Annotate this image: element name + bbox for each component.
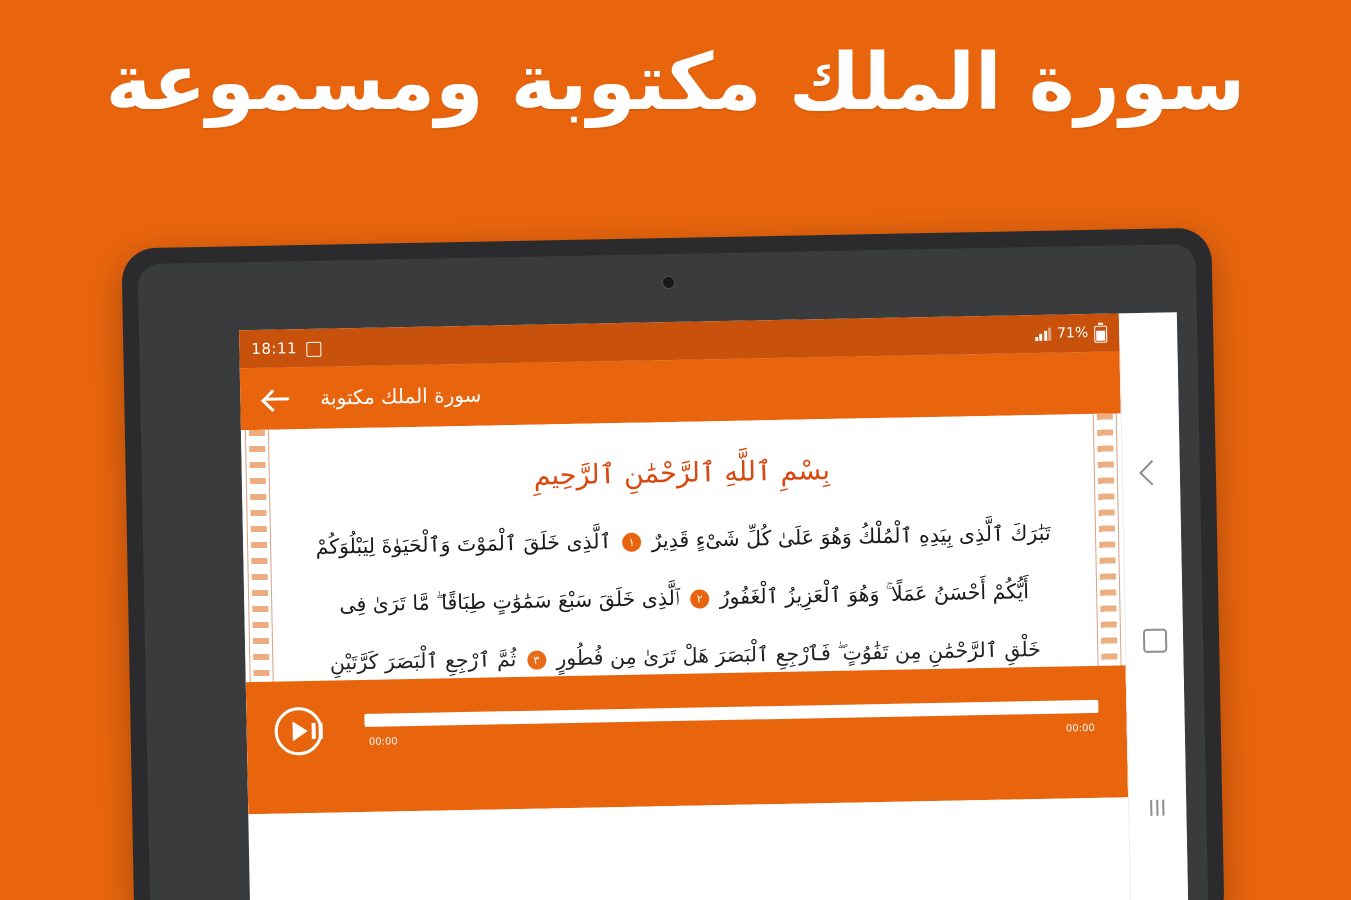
ayah-segment: ثُمَّ ٱرْجِعِ ٱلْبَصَرَ كَرَّتَيْنِ [329, 647, 517, 675]
ayah-segment: أَيُّكُمْ أَحْسَنُ عَمَلًا ۚ وَهُوَ ٱلْعَزِيزُ ٱلْغَفُورُ [719, 579, 1030, 610]
time-total-label: 00:00 [1065, 722, 1095, 735]
recents-nav-icon[interactable] [1148, 799, 1168, 815]
battery-icon [1094, 325, 1107, 342]
ayah-number-marker: ٢ [690, 589, 709, 608]
promo-headline: سورة الملك مكتوبة ومسموعة [105, 38, 1246, 128]
ayah-number-marker: ١ [622, 532, 641, 551]
status-time: 18:11 [251, 339, 298, 359]
time-elapsed-label: 00:00 [368, 736, 398, 748]
seek-time-labels [365, 723, 1099, 748]
seek-bar-wrapper[interactable] [364, 700, 1099, 748]
quran-page[interactable] [241, 413, 1128, 814]
seek-bar-track[interactable] [364, 700, 1098, 727]
ayah-segment: تَبَٰرَكَ ٱلَّذِى بِيَدِهِ ٱلْمُلْكُ وَهُوَ عَلَىٰ كُلِّ شَىْءٍ قَدِيرٌ [651, 520, 1051, 553]
pause-bars-shape [312, 723, 328, 739]
ayah-text-block [243, 502, 1126, 693]
ayah-segment: ٱلَّذِى خَلَقَ سَبْعَ سَمَٰوَٰتٍ طِبَاقًا ۖ مَّا تَرَىٰ فِى [339, 585, 680, 617]
ayah-segment: ٱلَّذِى خَلَقَ ٱلْمَوْتَ وَٱلْحَيَوٰةَ لِيَبْلُوَكُمْ [315, 529, 612, 559]
signal-icon [1035, 327, 1051, 340]
ayah-segment: خَلْقِ ٱلرَّحْمَٰنِ مِن تَفَٰوُتٍ ۖ فَٱرْجِعِ ٱلْبَصَرَ هَلْ تَرَىٰ مِن فُطُورٍ [556, 636, 1041, 671]
battery-percent-label: 71% [1056, 324, 1089, 342]
back-arrow-icon[interactable] [260, 381, 295, 416]
basmala-text: بِسْمِ ٱللَّهِ ٱلرَّحْمَٰنِ ٱلرَّحِيمِ [533, 454, 831, 492]
tablet-screen [239, 312, 1189, 900]
home-nav-icon[interactable] [1142, 629, 1166, 653]
audio-player-bar [246, 665, 1128, 814]
app-viewport [239, 313, 1131, 900]
system-nav-rail [1120, 350, 1189, 900]
status-right-cluster [1035, 324, 1107, 342]
play-triangle-shape [292, 721, 307, 741]
play-pause-icon[interactable] [274, 707, 333, 766]
status-spacer [321, 334, 1035, 348]
app-bar-title: سورة الملك مكتوبة [320, 382, 482, 410]
tablet-device [121, 228, 1224, 900]
alarm-icon [306, 341, 321, 356]
back-nav-icon[interactable] [1139, 460, 1164, 485]
ayah-number-marker: ٣ [527, 650, 546, 669]
